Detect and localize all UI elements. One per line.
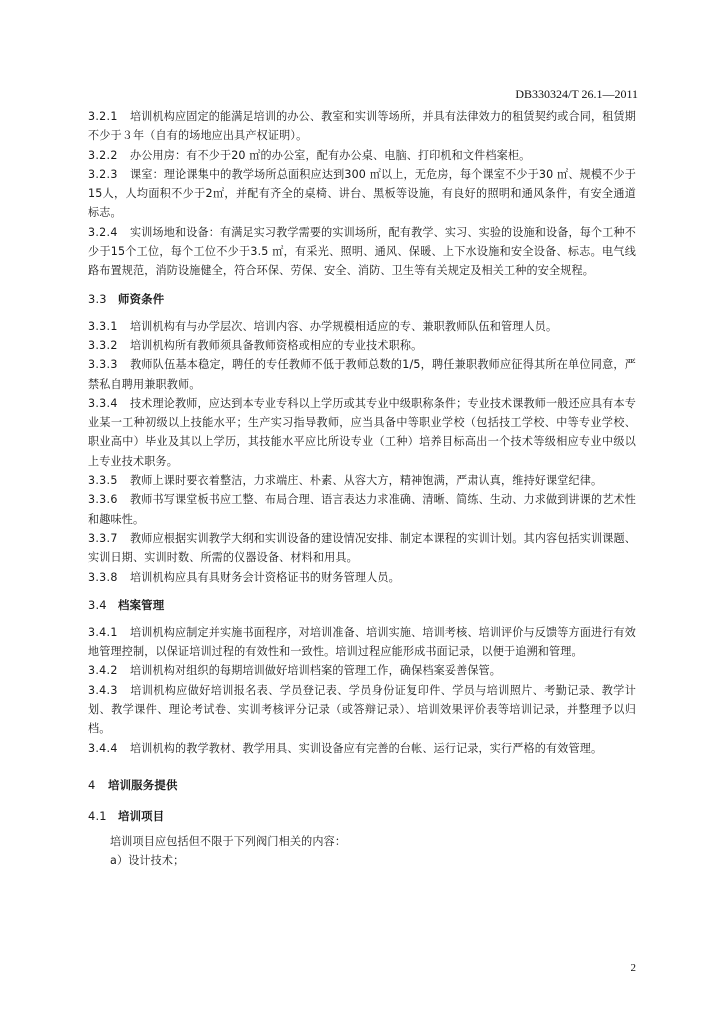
clause-3-3-7 bbox=[88, 529, 636, 568]
section-title: 培训服务提供 bbox=[108, 777, 178, 792]
document-code-header: DB330324/T 26.1—2011 bbox=[515, 87, 638, 101]
clause-number: 3.3.1 bbox=[88, 319, 118, 333]
clause-text: 课室：理论课集中的教学场所总面积应达到300 ㎡以上，无危房，每个课室不少于30 ㎡、规模不少于15人，人均面积不少于2㎡，并配有齐全的桌椅、讲台、黑板等设施，有良好的照明和通风条件，有安全通道标志。 bbox=[88, 167, 636, 220]
list-item-a: a）设计技术； bbox=[110, 854, 185, 868]
section-heading-4-1 bbox=[88, 807, 636, 826]
clause-3-3-8 bbox=[88, 568, 636, 587]
clause-text: 教师队伍基本稳定，聘任的专任教师不低于教师总数的1/5，聘任兼职教师应征得其所在单位同意，严禁私自聘用兼职教师。 bbox=[88, 358, 636, 391]
clause-text: 培训机构的教学教材、教学用具、实训设备应有完善的台帐、运行记录，实行严格的有效管理。 bbox=[130, 741, 603, 755]
clause-number: 3.3.7 bbox=[88, 531, 118, 545]
clause-number: 3.2.4 bbox=[88, 225, 118, 239]
clause-3-4-2 bbox=[88, 661, 636, 680]
clause-number: 3.2.1 bbox=[88, 110, 118, 123]
clause-3-3-4 bbox=[88, 394, 636, 471]
clause-number: 3.2.3 bbox=[88, 167, 118, 181]
clause-text: 实训场地和设备：有满足实习教学需要的实训场所，配有教学、实习、实验的设施和设备，每个工种不少于15个工位，每个工位不少于3.5 ㎡，有采光、照明、通风、保暖、上下水设施和安全设备、标志。电气线路布置规范，消防设施健全，符合环保、劳保、安全、消防、卫生等有关规定及相关工种的安全规程。 bbox=[88, 225, 636, 278]
clause-text: 技术理论教师，应达到本专业专科以上学历或其专业中级职称条件；专业技术课教师一般还应具有本专业某一工种初级以上技能水平；生产实习指导教师，应当具备中等职业学校（包括技工学校、中等专业学校、职业高中）毕业及其以上学历，其技能水平应比所设专业（工种）培养目标高出一个技术等级相应专业中级以上专业技术职务。 bbox=[88, 396, 636, 468]
clause-number: 3.3.2 bbox=[88, 338, 118, 352]
section-title: 档案管理 bbox=[118, 597, 165, 612]
section-number: 4.1 bbox=[88, 808, 107, 823]
clause-number: 3.4.1 bbox=[88, 625, 118, 639]
clause-3-4-3 bbox=[88, 681, 636, 739]
clause-number: 3.2.2 bbox=[88, 148, 118, 162]
clause-number: 3.3.4 bbox=[88, 396, 118, 410]
clause-3-4-4 bbox=[88, 739, 636, 758]
clause-text: 办公用房：有不少于20 ㎡的办公室，配有办公桌、电脑、打印机和文件档案柜。 bbox=[130, 148, 531, 162]
clause-text: 培训机构应制定并实施书面程序，对培训准备、培训实施、培训考核、培训评价与反馈等方面进行有效地管理控制，以保证培训过程的有效性和一致性。培训过程应能形成书面记录，以便于追溯和管理。 bbox=[88, 625, 636, 659]
clause-3-2-3 bbox=[88, 165, 636, 223]
clause-3-3-6 bbox=[88, 490, 636, 529]
clause-text: 培训机构应具有具财务会计资格证书的财务管理人员。 bbox=[130, 570, 400, 584]
page-number: 2 bbox=[630, 962, 636, 974]
clause-number: 3.3.3 bbox=[88, 358, 118, 372]
section-number: 4 bbox=[88, 777, 96, 792]
clause-number: 3.4.3 bbox=[88, 683, 118, 697]
clause-number: 3.3.8 bbox=[88, 570, 118, 584]
section-title: 培训项目 bbox=[118, 808, 165, 823]
clause-3-4-1 bbox=[88, 623, 636, 662]
clause-3-3-3 bbox=[88, 355, 636, 394]
clause-3-2-1 bbox=[88, 107, 636, 146]
clause-text: 培训机构所有教师须具备教师资格或相应的专业技术职称。 bbox=[130, 338, 423, 352]
section-heading-3-4 bbox=[88, 596, 636, 615]
section-4-1-intro: 培训项目应包括但不限于下列阀门相关的内容： bbox=[110, 834, 347, 848]
clause-number: 3.4.2 bbox=[88, 664, 118, 678]
clause-3-2-2 bbox=[88, 146, 636, 165]
section-heading-4 bbox=[88, 776, 636, 795]
clause-text: 培训机构对组织的每期培训做好培训档案的管理工作，确保档案妥善保管。 bbox=[130, 664, 502, 678]
clause-text: 培训机构有与办学层次、培训内容、办学规模相适应的专、兼职教师队伍和管理人员。 bbox=[130, 319, 558, 333]
clause-number: 3.4.4 bbox=[88, 741, 118, 755]
clause-text: 教师上课时要衣着整洁，力求端庄、朴素、从容大方，精神饱满，严肃认真，维持好课堂纪律。 bbox=[130, 474, 603, 488]
clause-3-3-2 bbox=[88, 336, 636, 355]
section-number: 3.3 bbox=[88, 291, 107, 306]
clause-text: 教师应根据实训教学大纲和实训设备的建设情况安排、制定本课程的实训计划。其内容包括实训课题、实训日期、实训时数、所需的仪器设备、材料和用具。 bbox=[88, 531, 636, 565]
clause-text: 培训机构应做好培训报名表、学员登记表、学员身份证复印件、学员与培训照片、考勤记录、教学计划、教学课件、理论考试卷、实训考核评分记录（或答辩记录）、培训效果评价表等培训记录，并整理予以归档。 bbox=[88, 683, 636, 736]
document-body bbox=[88, 107, 636, 871]
clause-text: 教师书写课堂板书应工整、布局合理、语言表达力求准确、清晰、简练、生动、力求做到讲课的艺术性和趣味性。 bbox=[88, 493, 636, 526]
clause-3-2-4 bbox=[88, 223, 636, 281]
clause-text: 培训机构应固定的能满足培训的办公、教室和实训等场所，并具有法律效力的租赁契约或合同，租赁期不少于３年（自有的场地应出具产权证明）。 bbox=[88, 110, 636, 143]
clause-3-3-1 bbox=[88, 317, 636, 336]
clause-3-3-5 bbox=[88, 471, 636, 490]
section-heading-3-3 bbox=[88, 290, 636, 309]
clause-number: 3.3.6 bbox=[88, 493, 118, 507]
section-title: 师资条件 bbox=[118, 291, 165, 306]
section-number: 3.4 bbox=[88, 597, 107, 612]
clause-number: 3.3.5 bbox=[88, 474, 118, 488]
